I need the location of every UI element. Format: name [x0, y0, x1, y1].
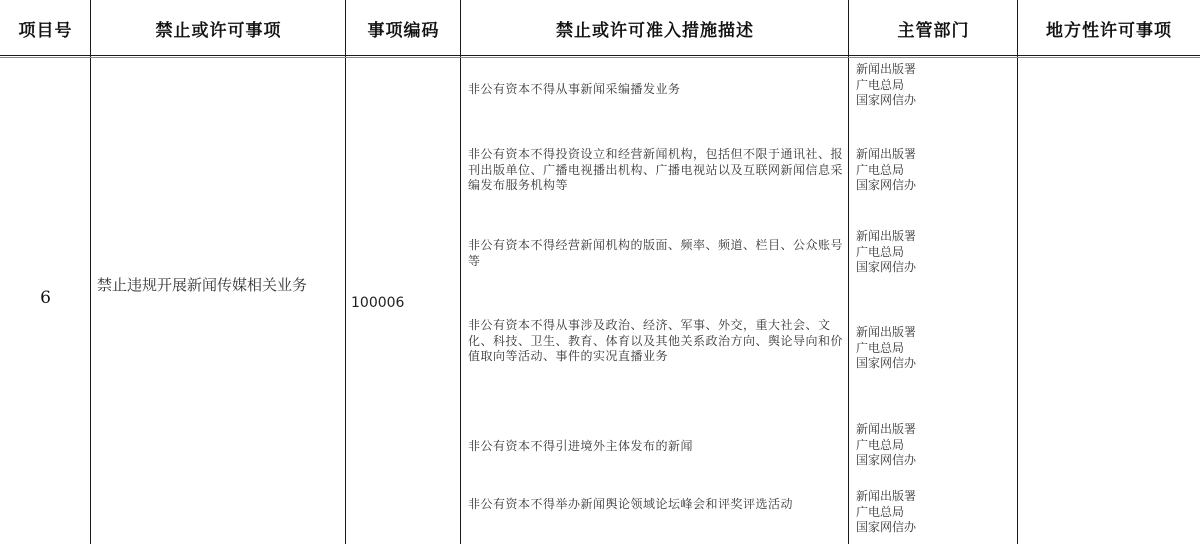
header-measure-description: 禁止或许可准入措施描述: [556, 20, 754, 41]
measure-description: 非公有资本不得举办新闻舆论领域论坛峰会和评奖评选活动: [468, 497, 794, 511]
department-name: 国家网信办: [856, 260, 917, 274]
header-item-number: 项目号: [18, 20, 73, 41]
row-number: 6: [40, 288, 51, 308]
measure-description: 非公有资本不得从事新闻采编播发业务: [468, 82, 681, 96]
department-name: 广电总局: [856, 77, 905, 92]
department-name: 新闻出版署: [856, 147, 917, 161]
department-name: 国家网信办: [856, 356, 917, 370]
column-divider: [460, 0, 461, 544]
measure-departments: [856, 62, 1006, 109]
column-divider: [90, 0, 91, 544]
header-divider: [0, 55, 1200, 56]
department-name: 广电总局: [856, 162, 905, 177]
measure-departments: [856, 422, 1006, 469]
measure-description: 非公有资本不得从事涉及政治、经济、军事、外交，重大社会、文化、科技、卫生、教育、体育以及其他关系政治方向、舆论导向和价值取向等活动、事件的实况直播业务: [468, 318, 844, 363]
header-item: 禁止或许可事项: [155, 20, 282, 41]
department-name: 广电总局: [856, 437, 905, 452]
department-name: 广电总局: [856, 340, 905, 355]
department-name: 广电总局: [856, 244, 905, 259]
header-item-code: 事项编码: [367, 20, 440, 41]
column-divider: [1017, 0, 1018, 544]
item-name: 禁止违规开展新闻传媒相关业务: [97, 276, 308, 294]
local-permit-cell: [1025, 80, 1195, 100]
department-name: 国家网信办: [856, 520, 917, 534]
header-department: 主管部门: [897, 20, 970, 41]
column-divider: [848, 0, 849, 544]
department-name: 新闻出版署: [856, 325, 917, 339]
department-name: 新闻出版署: [856, 422, 917, 436]
header-divider: [0, 57, 1200, 58]
measure-departments: [856, 229, 1006, 276]
department-name: 国家网信办: [856, 453, 917, 467]
measure-departments: [856, 147, 1006, 194]
header-local-permit: 地方性许可事项: [1046, 20, 1172, 41]
department-name: 国家网信办: [856, 178, 917, 192]
measure-description: 非公有资本不得引进境外主体发布的新闻: [468, 439, 694, 453]
measure-description: 非公有资本不得投资设立和经营新闻机构，包括但不限于通讯社、报刊出版单位、广播电视播出机构、广播电视站以及互联网新闻信息采编发布服务机构等: [468, 147, 844, 192]
column-divider: [345, 0, 346, 544]
department-name: 新闻出版署: [856, 62, 917, 76]
department-name: 国家网信办: [856, 93, 917, 107]
measure-departments: [856, 489, 1006, 536]
department-name: 广电总局: [856, 504, 905, 519]
measure-description: 非公有资本不得经营新闻机构的版面、频率、频道、栏目、公众账号等: [468, 238, 844, 268]
department-name: 新闻出版署: [856, 229, 917, 243]
measure-departments: [856, 325, 1006, 372]
item-code: 100006: [351, 295, 405, 311]
department-name: 新闻出版署: [856, 489, 917, 503]
